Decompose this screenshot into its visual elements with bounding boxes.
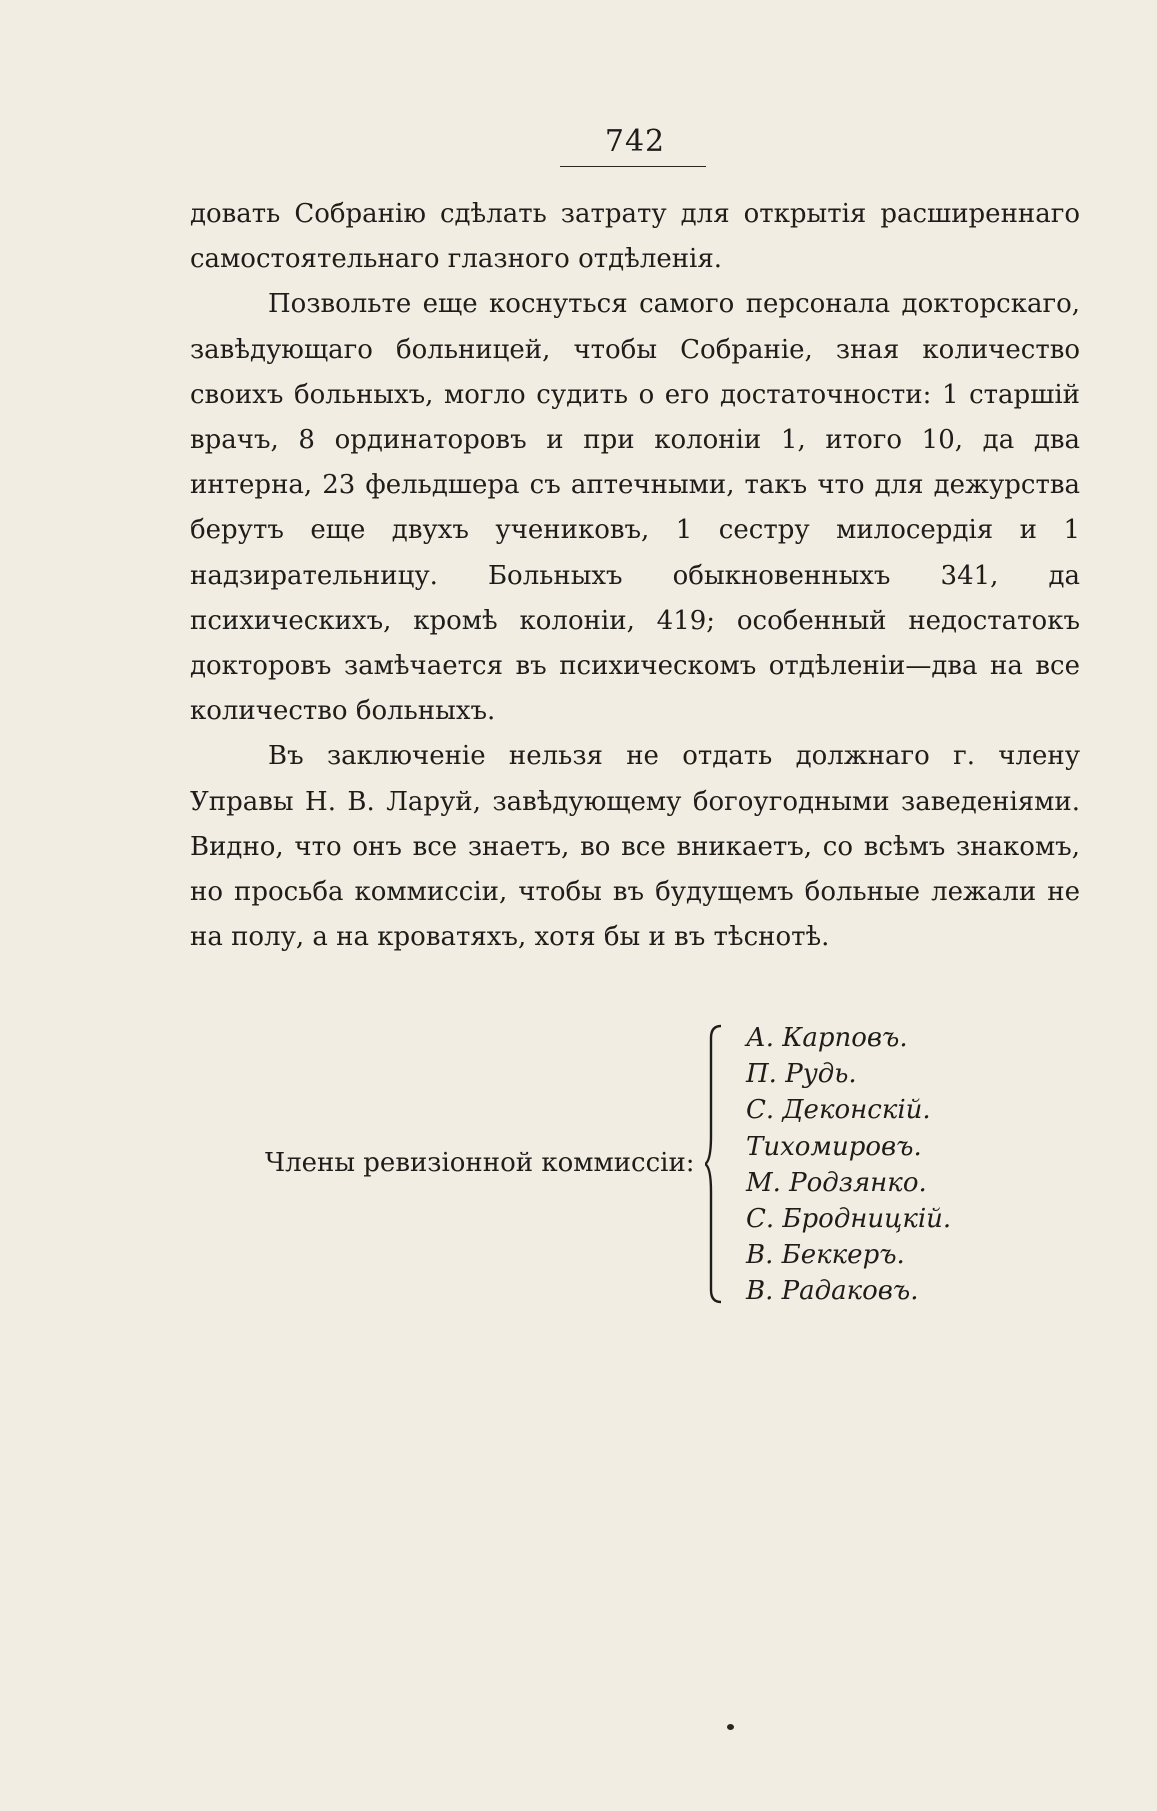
brace-icon (705, 1024, 725, 1304)
signers-list (746, 1020, 951, 1310)
signer: М. Родзянко. (746, 1167, 927, 1198)
paragraph-2: Позвольте еще коснуться самого персонала докторскаго, завѣдующаго больницей, чтобы Собраніе, зная количество своихъ больныхъ, могло судить о его достаточности: 1 старшій врачъ, 8 ординаторовъ и при колоніи 1, итого 10, да два интерна, 23 фельдшера съ аптечными, такъ что для дежурства берутъ еще двухъ учениковъ, 1 сестру милосердія и 1 надзирательницу. Больныхъ обыкновенныхъ 341, да психическихъ, кромѣ колоніи, 419; особенный недостатокъ докторовъ замѣчается въ психическомъ отдѣленіи—два на все количество больныхъ. (190, 289, 1080, 727)
signer: А. Карповъ. (746, 1023, 908, 1053)
ink-speck (727, 1724, 734, 1730)
paragraph-3: Въ заключеніе нельзя не отдать должнаго г. члену Управы Н. В. Ларуй, завѣдующему богоугодными заведеніями. Видно, что онъ все знаетъ, во все вникаетъ, со всѣмъ знакомъ, но просьба коммиссіи, чтобы въ будущемъ больные лежали не на полу, а на кроватяхъ, хотя бы и въ тѣснотѣ. (190, 741, 1080, 953)
signer: Тихомировъ. (746, 1131, 922, 1162)
body-text (190, 192, 1080, 960)
signer: В. Радаковъ. (746, 1276, 919, 1307)
paragraph-1: довать Собранію сдѣлать затрату для открытія расширеннаго самостоятельнаго глазного отдѣленія. (190, 199, 1080, 275)
signer: В. Беккеръ. (746, 1240, 905, 1271)
page-number: 742 (604, 124, 666, 159)
signer: С. Бродницкій. (746, 1204, 952, 1235)
signer: П. Рудь. (746, 1059, 857, 1090)
header-rule (560, 166, 706, 167)
signer: С. Деконскій. (746, 1095, 931, 1126)
signers-label: Члены ревизіонной коммиссіи: (265, 1148, 695, 1178)
